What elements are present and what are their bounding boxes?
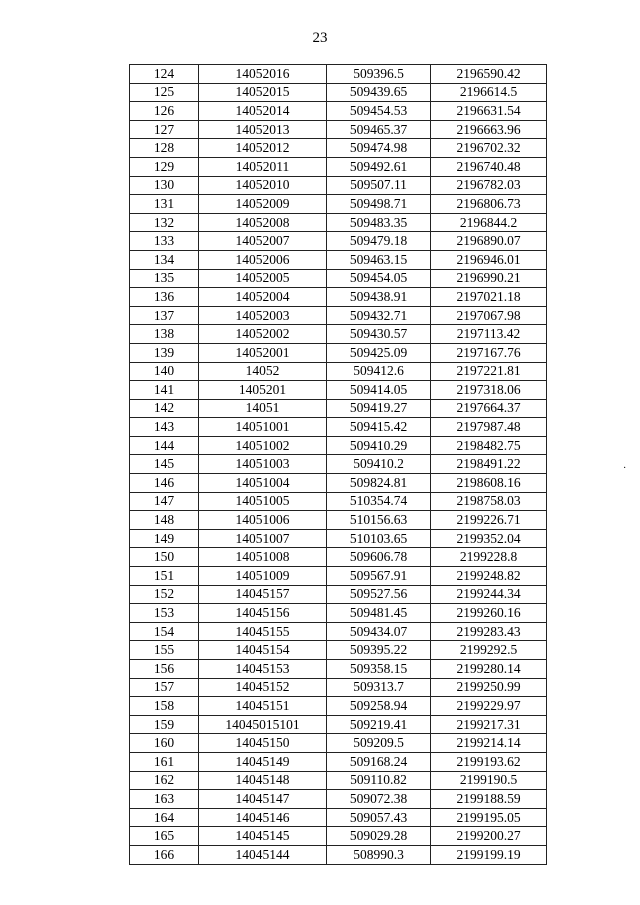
y-coordinate-cell: 2199188.59: [431, 790, 547, 809]
y-coordinate-cell: 2197067.98: [431, 306, 547, 325]
y-coordinate-cell: 2197318.06: [431, 381, 547, 400]
x-coordinate-cell: 509439.65: [327, 83, 431, 102]
y-coordinate-cell: 2198482.75: [431, 436, 547, 455]
point-number-cell: 158: [130, 697, 199, 716]
point-number-cell: 165: [130, 827, 199, 846]
y-coordinate-cell: 2197113.42: [431, 325, 547, 344]
table-row: [130, 511, 547, 530]
x-coordinate-cell: 509430.57: [327, 325, 431, 344]
table-row: [130, 195, 547, 214]
point-id-cell: 14052012: [199, 139, 327, 158]
table-row: [130, 548, 547, 567]
point-number-cell: 135: [130, 269, 199, 288]
point-number-cell: 132: [130, 213, 199, 232]
x-coordinate-cell: 509434.07: [327, 622, 431, 641]
y-coordinate-cell: 2199214.14: [431, 734, 547, 753]
x-coordinate-cell: 509419.27: [327, 399, 431, 418]
point-number-cell: 139: [130, 343, 199, 362]
point-id-cell: 14051006: [199, 511, 327, 530]
table-row: [130, 808, 547, 827]
point-id-cell: 14045157: [199, 585, 327, 604]
y-coordinate-cell: 2199193.62: [431, 752, 547, 771]
point-number-cell: 151: [130, 567, 199, 586]
y-coordinate-cell: 2197021.18: [431, 288, 547, 307]
table-row: [130, 232, 547, 251]
point-number-cell: 130: [130, 176, 199, 195]
y-coordinate-cell: 2199244.34: [431, 585, 547, 604]
y-coordinate-cell: 2199260.16: [431, 604, 547, 623]
table-row: [130, 641, 547, 660]
point-number-cell: 159: [130, 715, 199, 734]
table-row: [130, 845, 547, 864]
table-row: [130, 715, 547, 734]
point-id-cell: 14052004: [199, 288, 327, 307]
point-number-cell: 164: [130, 808, 199, 827]
x-coordinate-cell: 509465.37: [327, 120, 431, 139]
y-coordinate-cell: 2199200.27: [431, 827, 547, 846]
table-row: [130, 418, 547, 437]
point-id-cell: 14052014: [199, 102, 327, 121]
table-row: [130, 529, 547, 548]
point-number-cell: 162: [130, 771, 199, 790]
x-coordinate-cell: 508990.3: [327, 845, 431, 864]
table-row: [130, 436, 547, 455]
table-row: [130, 678, 547, 697]
y-coordinate-cell: 2198608.16: [431, 474, 547, 493]
y-coordinate-cell: 2196740.48: [431, 157, 547, 176]
y-coordinate-cell: 2199190.5: [431, 771, 547, 790]
x-coordinate-cell: 509463.15: [327, 250, 431, 269]
point-id-cell: 14045144: [199, 845, 327, 864]
y-coordinate-cell: 2196782.03: [431, 176, 547, 195]
table-row: [130, 362, 547, 381]
x-coordinate-cell: 509481.45: [327, 604, 431, 623]
y-coordinate-cell: 2196631.54: [431, 102, 547, 121]
y-coordinate-cell: 2199250.99: [431, 678, 547, 697]
point-id-cell: 1405201: [199, 381, 327, 400]
point-number-cell: 127: [130, 120, 199, 139]
y-coordinate-cell: 2198758.03: [431, 492, 547, 511]
y-coordinate-cell: 2196614.5: [431, 83, 547, 102]
table-row: [130, 790, 547, 809]
table-row: [130, 306, 547, 325]
point-id-cell: 14052015: [199, 83, 327, 102]
point-number-cell: 150: [130, 548, 199, 567]
table-row: [130, 157, 547, 176]
x-coordinate-cell: 509414.05: [327, 381, 431, 400]
x-coordinate-cell: 509425.09: [327, 343, 431, 362]
coordinates-table-body: [130, 65, 547, 865]
y-coordinate-cell: 2199292.5: [431, 641, 547, 660]
point-number-cell: 136: [130, 288, 199, 307]
point-id-cell: 14052013: [199, 120, 327, 139]
x-coordinate-cell: 509029.28: [327, 827, 431, 846]
point-number-cell: 160: [130, 734, 199, 753]
table-row: [130, 567, 547, 586]
point-id-cell: 14045152: [199, 678, 327, 697]
point-number-cell: 124: [130, 65, 199, 84]
table-row: [130, 83, 547, 102]
table-row: [130, 288, 547, 307]
table-row: [130, 771, 547, 790]
x-coordinate-cell: 509410.29: [327, 436, 431, 455]
x-coordinate-cell: 509395.22: [327, 641, 431, 660]
x-coordinate-cell: 509209.5: [327, 734, 431, 753]
point-number-cell: 137: [130, 306, 199, 325]
y-coordinate-cell: 2199195.05: [431, 808, 547, 827]
point-number-cell: 129: [130, 157, 199, 176]
point-number-cell: 125: [130, 83, 199, 102]
y-coordinate-cell: 2197221.81: [431, 362, 547, 381]
x-coordinate-cell: 509358.15: [327, 660, 431, 679]
y-coordinate-cell: 2196844.2: [431, 213, 547, 232]
y-coordinate-cell: 2196946.01: [431, 250, 547, 269]
point-id-cell: 14045154: [199, 641, 327, 660]
point-id-cell: 14052007: [199, 232, 327, 251]
point-id-cell: 14051005: [199, 492, 327, 511]
point-id-cell: 14051003: [199, 455, 327, 474]
y-coordinate-cell: 2197987.48: [431, 418, 547, 437]
x-coordinate-cell: 509567.91: [327, 567, 431, 586]
x-coordinate-cell: 509219.41: [327, 715, 431, 734]
table-row: [130, 827, 547, 846]
x-coordinate-cell: 509483.35: [327, 213, 431, 232]
table-row: [130, 213, 547, 232]
point-number-cell: 126: [130, 102, 199, 121]
point-id-cell: 14052009: [199, 195, 327, 214]
x-coordinate-cell: 509507.11: [327, 176, 431, 195]
point-id-cell: 14045146: [199, 808, 327, 827]
table-row: [130, 622, 547, 641]
x-coordinate-cell: 509824.81: [327, 474, 431, 493]
x-coordinate-cell: 509072.38: [327, 790, 431, 809]
y-coordinate-cell: 2199248.82: [431, 567, 547, 586]
table-row: [130, 65, 547, 84]
stray-mark: ·: [623, 463, 627, 474]
point-number-cell: 154: [130, 622, 199, 641]
x-coordinate-cell: 509498.71: [327, 195, 431, 214]
table-row: [130, 343, 547, 362]
x-coordinate-cell: 509410.2: [327, 455, 431, 474]
y-coordinate-cell: 2198491.22: [431, 455, 547, 474]
point-id-cell: 14045155: [199, 622, 327, 641]
table-row: [130, 734, 547, 753]
y-coordinate-cell: 2199217.31: [431, 715, 547, 734]
point-number-cell: 153: [130, 604, 199, 623]
x-coordinate-cell: 509527.56: [327, 585, 431, 604]
point-id-cell: 14045148: [199, 771, 327, 790]
coordinates-table: [129, 64, 547, 865]
y-coordinate-cell: 2196890.07: [431, 232, 547, 251]
x-coordinate-cell: 509396.5: [327, 65, 431, 84]
table-row: [130, 176, 547, 195]
point-id-cell: 14045153: [199, 660, 327, 679]
point-number-cell: 152: [130, 585, 199, 604]
x-coordinate-cell: 509415.42: [327, 418, 431, 437]
point-id-cell: 14052005: [199, 269, 327, 288]
y-coordinate-cell: 2196806.73: [431, 195, 547, 214]
table-row: [130, 102, 547, 121]
table-row: [130, 250, 547, 269]
point-id-cell: 14051008: [199, 548, 327, 567]
point-id-cell: 14052006: [199, 250, 327, 269]
point-number-cell: 147: [130, 492, 199, 511]
x-coordinate-cell: 509412.6: [327, 362, 431, 381]
x-coordinate-cell: 509313.7: [327, 678, 431, 697]
table-row: [130, 455, 547, 474]
table-row: [130, 660, 547, 679]
point-id-cell: 14052003: [199, 306, 327, 325]
table-row: [130, 399, 547, 418]
point-number-cell: 133: [130, 232, 199, 251]
x-coordinate-cell: 509454.05: [327, 269, 431, 288]
point-number-cell: 143: [130, 418, 199, 437]
point-number-cell: 163: [130, 790, 199, 809]
point-number-cell: 161: [130, 752, 199, 771]
point-number-cell: 128: [130, 139, 199, 158]
point-id-cell: 14052011: [199, 157, 327, 176]
y-coordinate-cell: 2199226.71: [431, 511, 547, 530]
y-coordinate-cell: 2199280.14: [431, 660, 547, 679]
point-id-cell: 14045156: [199, 604, 327, 623]
point-id-cell: 14045015101: [199, 715, 327, 734]
y-coordinate-cell: 2196702.32: [431, 139, 547, 158]
x-coordinate-cell: 509454.53: [327, 102, 431, 121]
x-coordinate-cell: 509438.91: [327, 288, 431, 307]
point-id-cell: 14045145: [199, 827, 327, 846]
table-row: [130, 604, 547, 623]
x-coordinate-cell: 509432.71: [327, 306, 431, 325]
point-number-cell: 144: [130, 436, 199, 455]
point-number-cell: 142: [130, 399, 199, 418]
y-coordinate-cell: 2199229.97: [431, 697, 547, 716]
table-row: [130, 381, 547, 400]
table-row: [130, 474, 547, 493]
point-id-cell: 14052008: [199, 213, 327, 232]
point-id-cell: 14051001: [199, 418, 327, 437]
point-id-cell: 14051002: [199, 436, 327, 455]
x-coordinate-cell: 509606.78: [327, 548, 431, 567]
y-coordinate-cell: 2196590.42: [431, 65, 547, 84]
point-id-cell: 14052010: [199, 176, 327, 195]
y-coordinate-cell: 2196663.96: [431, 120, 547, 139]
x-coordinate-cell: 509479.18: [327, 232, 431, 251]
y-coordinate-cell: 2197167.76: [431, 343, 547, 362]
y-coordinate-cell: 2199283.43: [431, 622, 547, 641]
point-id-cell: 14045150: [199, 734, 327, 753]
x-coordinate-cell: 509258.94: [327, 697, 431, 716]
x-coordinate-cell: 510354.74: [327, 492, 431, 511]
x-coordinate-cell: 510156.63: [327, 511, 431, 530]
table-row: [130, 269, 547, 288]
y-coordinate-cell: 2196990.21: [431, 269, 547, 288]
point-number-cell: 146: [130, 474, 199, 493]
point-number-cell: 141: [130, 381, 199, 400]
point-id-cell: 14051009: [199, 567, 327, 586]
table-row: [130, 325, 547, 344]
point-number-cell: 145: [130, 455, 199, 474]
point-number-cell: 157: [130, 678, 199, 697]
x-coordinate-cell: 509168.24: [327, 752, 431, 771]
point-id-cell: 14052001: [199, 343, 327, 362]
table-row: [130, 585, 547, 604]
point-number-cell: 131: [130, 195, 199, 214]
table-row: [130, 697, 547, 716]
point-id-cell: 14051004: [199, 474, 327, 493]
point-number-cell: 166: [130, 845, 199, 864]
point-number-cell: 149: [130, 529, 199, 548]
point-number-cell: 138: [130, 325, 199, 344]
page-number: 23: [312, 30, 328, 46]
point-number-cell: 134: [130, 250, 199, 269]
point-id-cell: 14045151: [199, 697, 327, 716]
point-id-cell: 14052: [199, 362, 327, 381]
point-id-cell: 14052002: [199, 325, 327, 344]
x-coordinate-cell: 509474.98: [327, 139, 431, 158]
table-row: [130, 752, 547, 771]
point-number-cell: 156: [130, 660, 199, 679]
point-id-cell: 14045147: [199, 790, 327, 809]
point-number-cell: 155: [130, 641, 199, 660]
point-id-cell: 14045149: [199, 752, 327, 771]
table-row: [130, 120, 547, 139]
y-coordinate-cell: 2199352.04: [431, 529, 547, 548]
y-coordinate-cell: 2197664.37: [431, 399, 547, 418]
table-row: [130, 139, 547, 158]
point-id-cell: 14052016: [199, 65, 327, 84]
point-number-cell: 148: [130, 511, 199, 530]
y-coordinate-cell: 2199199.19: [431, 845, 547, 864]
x-coordinate-cell: 509492.61: [327, 157, 431, 176]
point-number-cell: 140: [130, 362, 199, 381]
x-coordinate-cell: 509057.43: [327, 808, 431, 827]
y-coordinate-cell: 2199228.8: [431, 548, 547, 567]
table-row: [130, 492, 547, 511]
x-coordinate-cell: 509110.82: [327, 771, 431, 790]
point-id-cell: 14051: [199, 399, 327, 418]
point-id-cell: 14051007: [199, 529, 327, 548]
x-coordinate-cell: 510103.65: [327, 529, 431, 548]
